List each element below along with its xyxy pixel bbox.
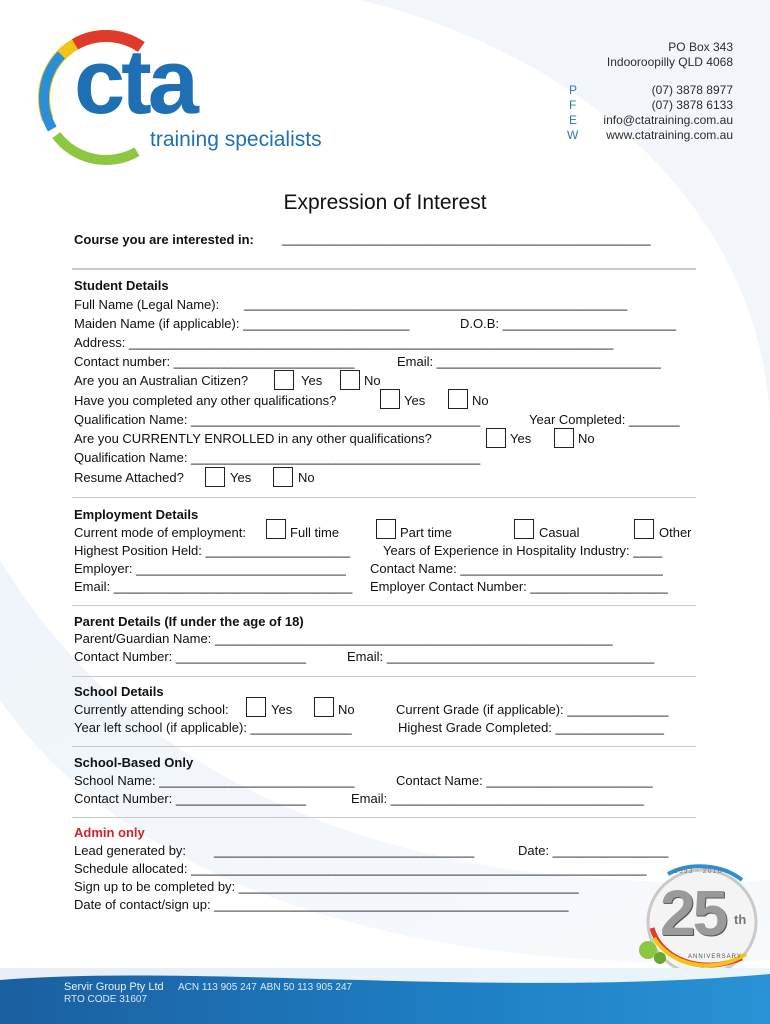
other-label: Other — [659, 525, 692, 540]
year-completed-field[interactable]: Year Completed: _______ — [529, 412, 680, 427]
logo-tagline: training specialists — [150, 128, 322, 151]
part-time-checkbox[interactable] — [376, 519, 396, 539]
footer-acn: ACN 113 905 247 — [178, 982, 257, 993]
attending-no-label: No — [338, 702, 355, 717]
qualifications-no-checkbox[interactable] — [448, 389, 468, 409]
cta-logo — [28, 18, 328, 168]
section-divider — [72, 497, 696, 498]
section-divider — [72, 268, 696, 270]
resume-no-label: No — [298, 470, 315, 485]
full-time-checkbox[interactable] — [266, 519, 286, 539]
full-name-line[interactable]: _____________________________________________________ — [244, 296, 628, 311]
badge-suffix: th — [734, 912, 747, 927]
footer-company: Servir Group Pty Ltd — [64, 981, 164, 993]
parent-name-field[interactable]: Parent/Guardian Name: _______________________________________________________ — [74, 631, 613, 646]
fax-label: F — [569, 98, 577, 112]
enrolled-yes-label: Yes — [510, 431, 532, 446]
attending-yes-checkbox[interactable] — [246, 697, 266, 717]
current-grade-field[interactable]: Current Grade (if applicable): ______________ — [396, 702, 669, 717]
address-po-box: PO Box 343 — [668, 40, 733, 54]
phone-label: P — [569, 83, 578, 97]
enrolled-yes-checkbox[interactable] — [486, 428, 506, 448]
badge-years: 1993 - 2018 — [674, 868, 723, 875]
enrolled-no-label: No — [578, 431, 595, 446]
employment-mode-label: Current mode of employment: — [74, 525, 246, 540]
logo-brand-text: cta — [74, 31, 195, 133]
contact-number-field[interactable]: Contact number: _________________________ — [74, 354, 355, 369]
attending-yes-label: Yes — [271, 702, 293, 717]
email-label: E — [569, 113, 578, 127]
phone-number: (07) 3878 8977 — [651, 83, 733, 97]
course-label: Course you are interested in: — [74, 232, 254, 247]
admin-only-heading: Admin only — [74, 825, 145, 840]
anniversary-badge — [630, 858, 760, 978]
employer-field[interactable]: Employer: _____________________________ — [74, 561, 346, 576]
schedule-allocated-field[interactable]: Schedule allocated: _______________________________________________________________ — [74, 861, 647, 876]
year-left-school-field[interactable]: Year left school (if applicable): ______________ — [74, 720, 352, 735]
footer-rto-code: RTO CODE 31607 — [64, 994, 148, 1005]
signup-completed-by-field[interactable]: Sign up to be completed by: _______________________________________________ — [74, 879, 579, 894]
employer-contact-name-field[interactable]: Contact Name: ____________________________ — [370, 561, 663, 576]
citizen-yes-checkbox[interactable] — [274, 370, 294, 390]
resume-yes-checkbox[interactable] — [205, 467, 225, 487]
footer-bar — [0, 968, 770, 1024]
qualifications-yes-checkbox[interactable] — [380, 389, 400, 409]
qualifications-no-label: No — [472, 393, 489, 408]
web-label: W — [567, 128, 579, 142]
other-checkbox[interactable] — [634, 519, 654, 539]
highest-grade-field[interactable]: Highest Grade Completed: _______________ — [398, 720, 664, 735]
maiden-name-field[interactable]: Maiden Name (if applicable): _______________________ — [74, 316, 410, 331]
footer-abn: ABN 50 113 905 247 — [260, 982, 353, 993]
attending-school-label: Currently attending school: — [74, 702, 229, 717]
years-experience-field[interactable]: Years of Experience in Hospitality Industry: ____ — [383, 543, 663, 558]
resume-no-checkbox[interactable] — [273, 467, 293, 487]
citizen-question: Are you an Australian Citizen? — [74, 373, 249, 388]
full-name-label: Full Name (Legal Name): — [74, 297, 220, 312]
lead-generated-line[interactable]: ____________________________________ — [214, 843, 475, 858]
section-divider — [72, 605, 696, 606]
address-field[interactable]: Address: ___________________________________________________________________ — [74, 335, 614, 350]
qualification-name-field[interactable]: Qualification Name: ________________________________________ — [74, 412, 481, 427]
resume-yes-label: Yes — [230, 470, 252, 485]
school-details-heading: School Details — [74, 684, 164, 699]
citizen-yes-label: Yes — [301, 373, 323, 388]
page-title: Expression of Interest — [283, 191, 487, 214]
badge-word: ANNIVERSARY — [688, 954, 742, 960]
address-suburb: Indooroopilly QLD 4068 — [606, 55, 733, 69]
qualification-name-field-2[interactable]: Qualification Name: ________________________________________ — [74, 450, 481, 465]
part-time-label: Part time — [400, 525, 453, 540]
date-of-contact-field[interactable]: Date of contact/sign up: _________________________________________________ — [74, 897, 569, 912]
badge-number: 25 — [660, 877, 726, 949]
school-contact-number-field[interactable]: Contact Number: __________________ — [74, 791, 307, 806]
section-divider — [72, 746, 696, 747]
student-details-heading: Student Details — [74, 278, 169, 293]
school-contact-name-field[interactable]: Contact Name: _______________________ — [396, 773, 653, 788]
employer-contact-number-field[interactable]: Employer Contact Number: ___________________ — [370, 579, 668, 594]
school-name-field[interactable]: School Name: ___________________________ — [74, 773, 355, 788]
school-based-heading: School-Based Only — [74, 755, 194, 770]
school-email-field[interactable]: Email: ___________________________________ — [351, 791, 644, 806]
parent-details-heading: Parent Details (If under the age of 18) — [74, 614, 304, 629]
student-email-field[interactable]: Email: _______________________________ — [397, 354, 661, 369]
admin-date-field[interactable]: Date: ________________ — [518, 843, 669, 858]
citizen-no-checkbox[interactable] — [340, 370, 360, 390]
casual-checkbox[interactable] — [514, 519, 534, 539]
course-input-line[interactable]: ___________________________________________________ — [282, 231, 651, 246]
lead-generated-label: Lead generated by: — [74, 843, 187, 858]
contact-email: info@ctatraining.com.au — [603, 113, 733, 127]
parent-email-field[interactable]: Email: _____________________________________ — [347, 649, 655, 664]
qualifications-yes-label: Yes — [404, 393, 426, 408]
parent-contact-number-field[interactable]: Contact Number: __________________ — [74, 649, 307, 664]
highest-position-field[interactable]: Highest Position Held: ____________________ — [74, 543, 351, 558]
enrolled-no-checkbox[interactable] — [554, 428, 574, 448]
employer-email-field[interactable]: Email: _________________________________ — [74, 579, 353, 594]
attending-no-checkbox[interactable] — [314, 697, 334, 717]
contact-website: www.ctatraining.com.au — [606, 128, 733, 142]
employment-details-heading: Employment Details — [74, 507, 199, 522]
resume-question: Resume Attached? — [74, 470, 184, 485]
full-time-label: Full time — [290, 525, 340, 540]
section-divider — [72, 817, 696, 818]
fax-number: (07) 3878 6133 — [651, 98, 733, 112]
enrolled-question: Are you CURRENTLY ENROLLED in any other qualifications? — [74, 431, 432, 446]
dob-field[interactable]: D.O.B: ________________________ — [460, 316, 677, 331]
section-divider — [72, 676, 696, 677]
citizen-no-label: No — [364, 373, 381, 388]
casual-label: Casual — [539, 525, 580, 540]
qualifications-question: Have you completed any other qualifications? — [74, 393, 337, 408]
